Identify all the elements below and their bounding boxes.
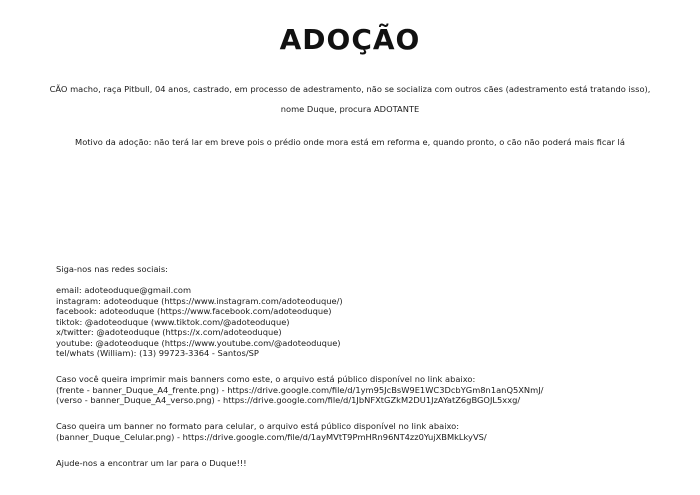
print-banner-front-link: (frente - banner_Duque_A4_frente.png) - https://drive.google.com/file/d/1ym95JcBsW9E1WC3DcbYGm8n1anQ5XNmJ/	[56, 384, 544, 395]
mobile-banner-intro: Caso queira um banner no formato para celular, o arquivo está público disponível no link abaixo:	[56, 421, 460, 431]
print-banner-back-link: (verso - banner_Duque_A4_verso.png) - https://drive.google.com/file/d/1JbNFXtGZkM2DU1JzAYatZ6gBGOJL5xxg/	[56, 395, 521, 405]
social-contacts	[56, 285, 343, 359]
contact-email: email: adoteoduque@gmail.com	[56, 285, 192, 295]
contact-youtube: youtube: @adoteoduque (https://www.youtube.com/@adoteoduque)	[56, 337, 341, 348]
mobile-banner-info	[56, 421, 487, 442]
print-banner-info	[56, 374, 543, 406]
contact-facebook: facebook: adoteoduque (https://www.facebook.com/adoteoduque)	[56, 306, 332, 316]
mobile-banner-link: (banner_Duque_Celular.png) - https://drive.google.com/file/d/1ayMVtT9PmHRn96NT4zz0YujXBMkLkyVS/	[56, 431, 487, 442]
closing-message: Ajude-nos a encontrar um lar para o Duque!!!	[56, 458, 247, 468]
contact-twitter: x/twitter: @adoteoduque (https://x.com/adoteoduque)	[56, 327, 282, 337]
print-banner-intro: Caso você queira imprimir mais banners como este, o arquivo está público disponível no link abaixo:	[56, 374, 476, 384]
page-title: ADOÇÃO	[279, 23, 421, 56]
contact-tiktok: tiktok: @adoteoduque (www.tiktok.com/@adoteoduque)	[56, 316, 290, 327]
social-heading: Siga-nos nas redes sociais:	[56, 264, 168, 274]
contact-phone: tel/whats (William): (13) 99723-3364 - Santos/SP	[56, 348, 259, 358]
description-line-1: CÃO macho, raça Pitbull, 04 anos, castrado, em processo de adestramento, não se socializa com outros cães (adestramento está tratando isso),	[49, 84, 651, 94]
contact-instagram: instagram: adoteoduque (https://www.instagram.com/adoteoduque/)	[56, 295, 343, 306]
adoption-reason: Motivo da adoção: não terá lar em breve pois o prédio onde mora está em reforma e, quando pronto, o cão não poderá mais ficar lá	[75, 137, 625, 147]
description-line-2: nome Duque, procura ADOTANTE	[280, 104, 420, 114]
